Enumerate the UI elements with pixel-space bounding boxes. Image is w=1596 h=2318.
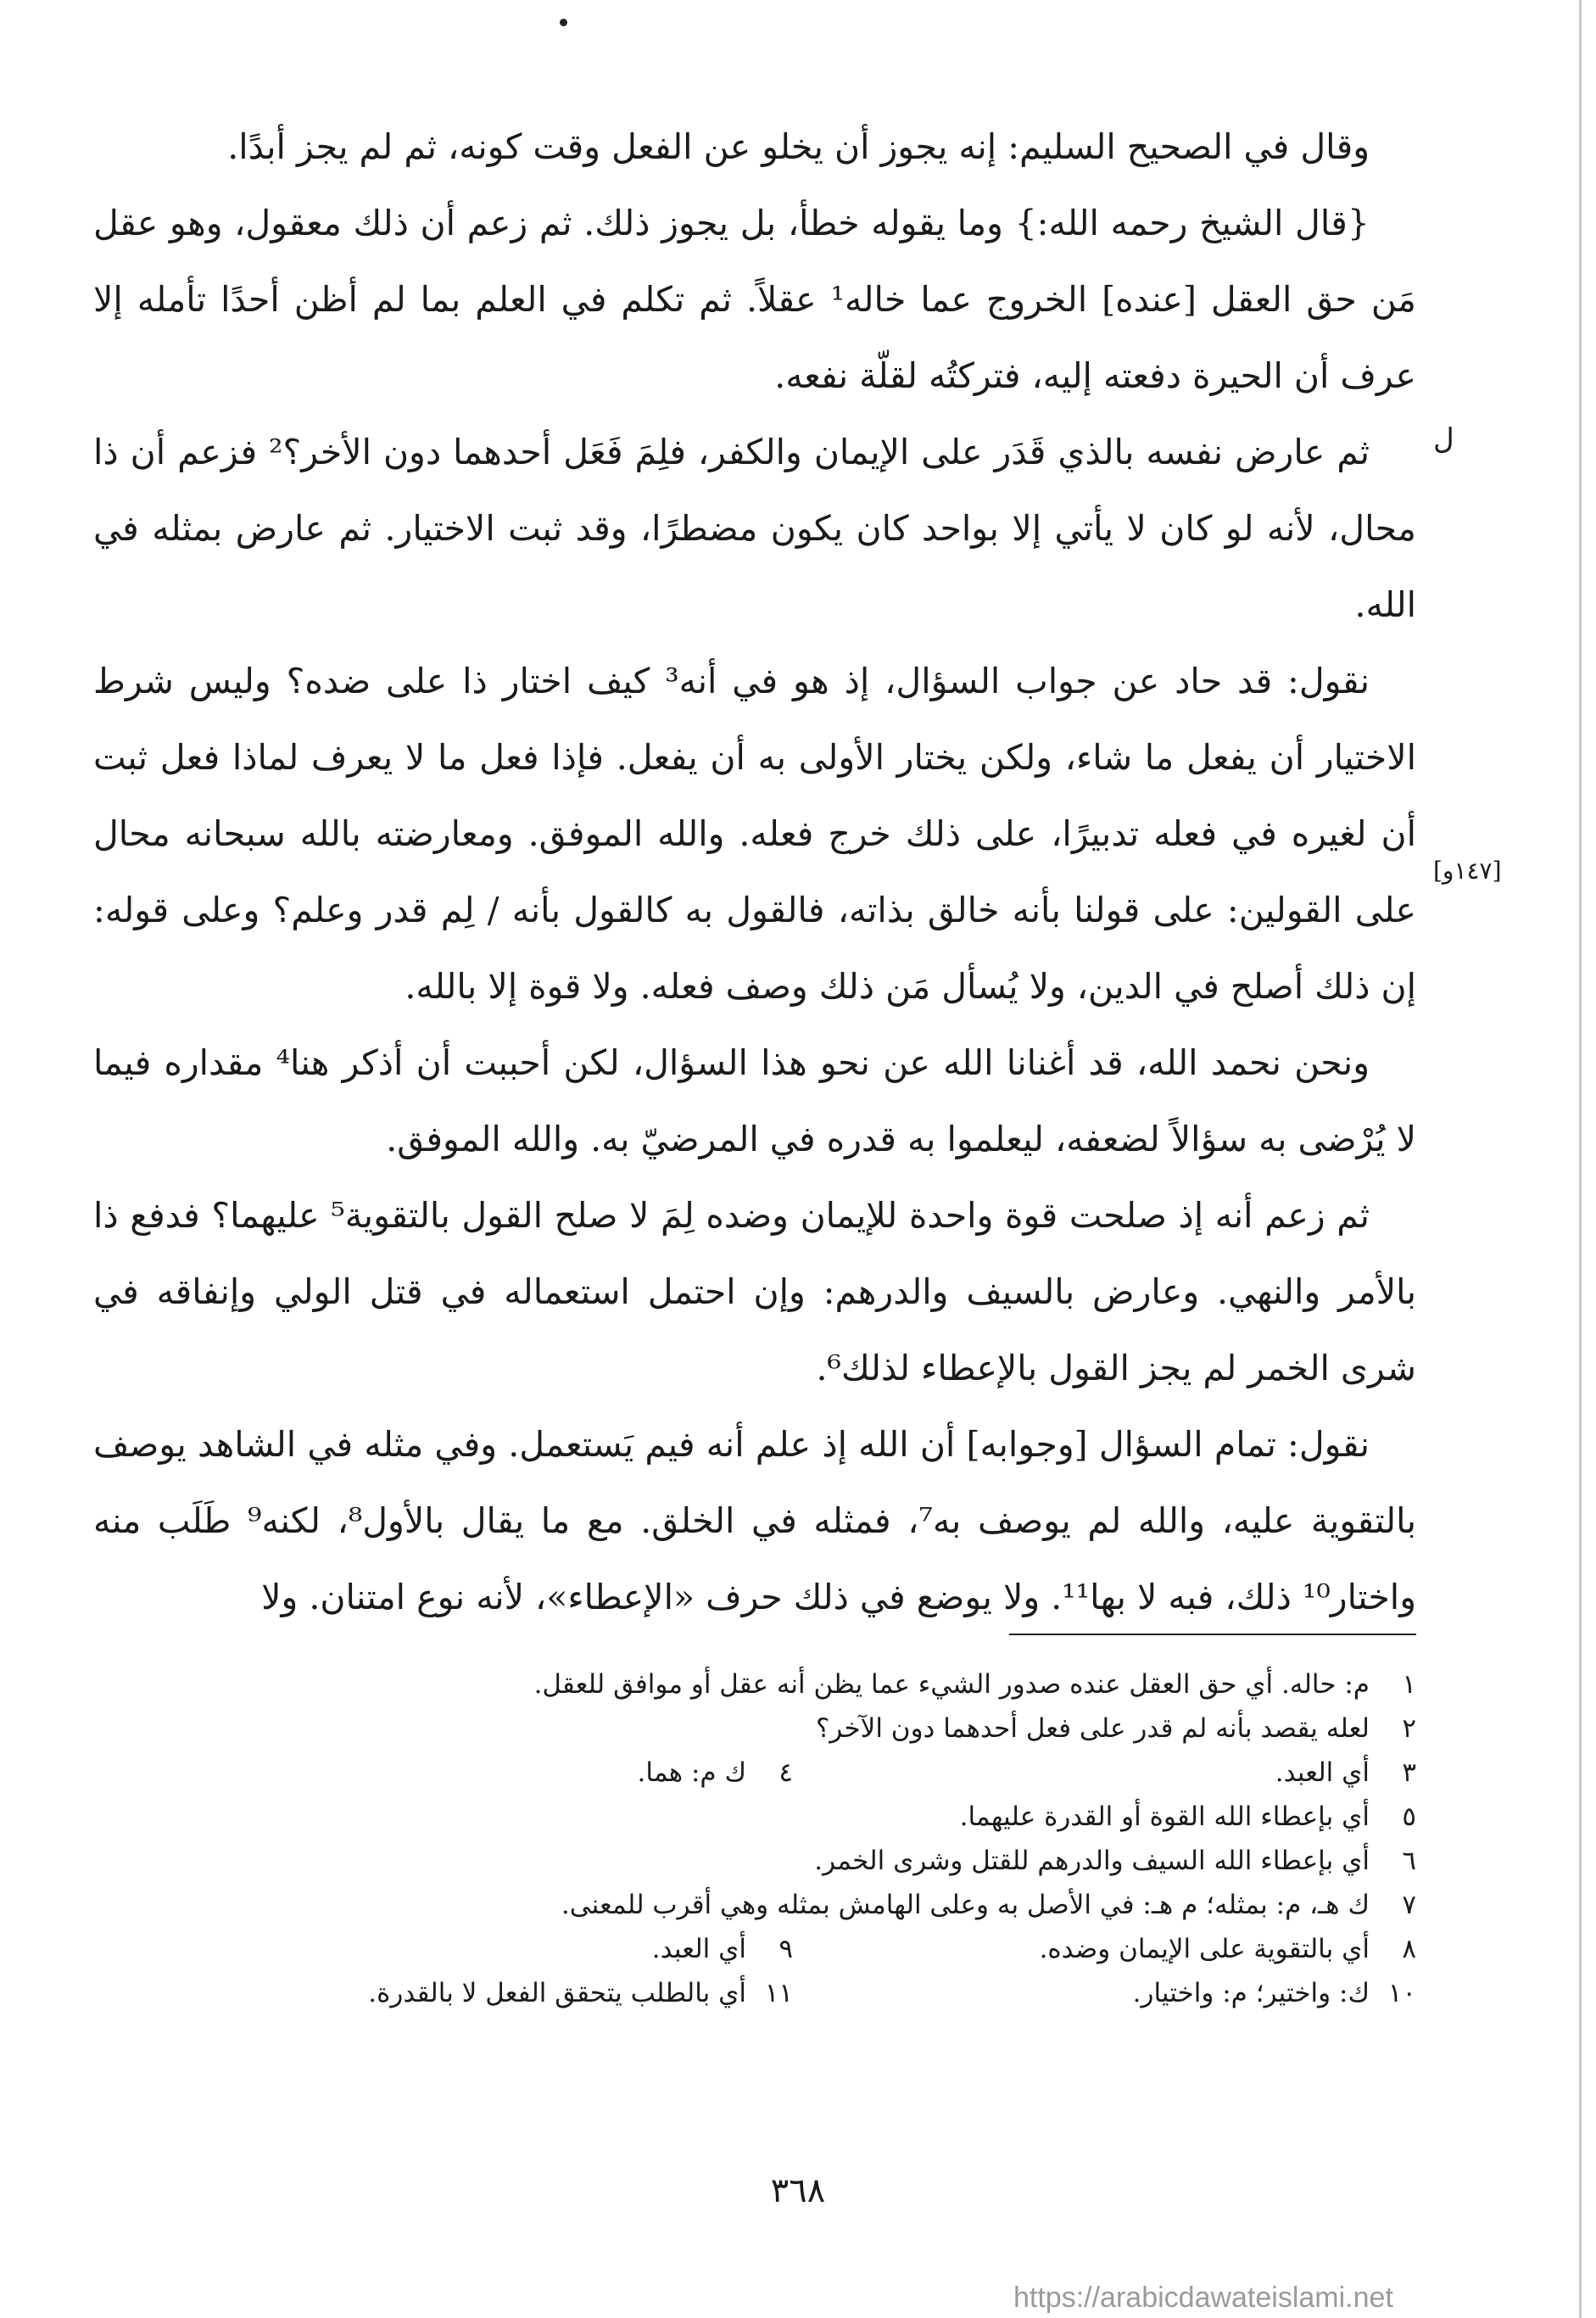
paragraph: ونحن نحمد الله، قد أغنانا الله عن نحو هذا السؤال، لكن أحببت أن أذكر هنا⁴ مقداره فيما لا يُرْضى به سؤالاً لضعفه، ليعلموا به قدره في المرضيّ به. والله الموفق. [93,1042,1416,1159]
footnote-text: أي بإعطاء الله القوة أو القدرة عليهما. [959,1801,1370,1832]
footnote-text: م: حاله. أي حق العقل عنده صدور الشيء عما يظن أنه عقل أو موافق للعقل. [533,1669,1370,1700]
footnote-row [170,1706,1416,1751]
footnote-text: أي بإعطاء الله السيف والدرهم للقتل وشرى الخمر. [814,1846,1370,1876]
footnote-row [170,1927,1416,1971]
footnote-text: أي العبد. [1275,1757,1370,1788]
page-edge-shadow [1579,0,1582,2318]
page-number: ٣٦٨ [770,2171,826,2210]
footnote-number: ٢ [1402,1713,1416,1744]
footnote-number: ٥ [1402,1801,1416,1832]
footnote-number: ٧ [1402,1890,1416,1920]
footnote-row [170,1795,1416,1839]
footnote-row [170,1883,1416,1927]
footnotes [170,1662,1416,2015]
paragraph: وقال في الصحيح السليم: إنه يجوز أن يخلو عن الفعل وقت كونه، ثم لم يجز أبدًا. [227,126,1370,167]
footnote-number: ٣ [1402,1757,1416,1788]
speck-mark [560,19,567,26]
main-text [93,109,1416,1635]
footnote-row [170,1662,1416,1706]
footnote-row [170,1971,1416,2015]
paragraph: ثم عارض نفسه بالذي قَدَر على الإيمان والكفر، فلِمَ فَعَل أحدهما دون الأخر؟² فزعم أن ذا محال، لأنه لو كان لا يأتي إلا بواحد كان يكون مضطرًا، وقد ثبت الاختيار. ثم عارض بمثله في الله. [93,432,1416,625]
manuscript-folio-marker: [١٤٧و] [1433,857,1502,885]
footnote-number: ٦ [1402,1846,1416,1876]
footnote-number: ٤ [778,1757,793,1788]
footnote-text: أي بالتقوية على الإيمان وضده. [1039,1934,1370,1964]
paragraph: ثم زعم أنه إذ صلحت قوة واحدة للإيمان وضده لِمَ لا صلح القول بالتقوية⁵ عليهما؟ فدفع ذا بالأمر والنهي. وعارض بالسيف والدرهم: وإن احتمل استعماله في قتل الولي وإنفاقه في شرى الخمر لم يجز القول بالإعطاء لذلك⁶. [93,1195,1416,1388]
footnote-text: ك م: هما. [637,1757,746,1788]
footnote-text: لعله يقصد بأنه لم قدر على فعل أحدهما دون الآخر؟ [815,1713,1370,1744]
paragraph: نقول: قد حاد عن جواب السؤال، إذ هو في أنه³ كيف اختار ذا على ضده؟ وليس شرط الاختيار أن يفعل ما شاء، ولكن يختار الأولى به أن يفعل. فإذا فعل ما لا يعرف لماذا فعل ثبت أن لغيره في فعله تدبيرًا، على ذلك خرج فعله. والله الموفق. ومعارضته بالله سبحانه محال على القولين: على قولنا بأنه خالق بذاته، فالقول به كالقول بأنه / لِم قدر وعلم؟ وعلى قوله: إن ذلك أصلح في الدين، ولا يُسأل مَن ذلك وصف فعله. ولا قوة إلا بالله. [93,661,1416,1007]
footnote-text: أي العبد. [651,1934,746,1964]
margin-side-mark: ل [1433,422,1454,456]
footnote-text: أي بالطلب يتحقق الفعل لا بالقدرة. [368,1978,746,2008]
footnote-row [170,1751,1416,1795]
footnote-number: ٩ [778,1934,793,1964]
paragraph: {قال الشيخ رحمه الله:} وما يقوله خطأ، بل يجوز ذلك. ثم زعم أن ذلك معقول، وهو عقل مَن حق العقل [عنده] الخروج عما خاله¹ عقلاً. ثم تكلم في العلم بما لم أظن أحدًا تأمله إلا عرف أن الحيرة دفعته إليه، فتركتُه لقلّة نفعه. [93,203,1416,396]
footnote-number: ١٠ [1387,1978,1416,2008]
paragraph: نقول: تمام السؤال [وجوابه] أن الله إذ علم أنه فيم يَستعمل. وفي مثله في الشاهد يوصف بالتقوية عليه، والله لم يوصف به⁷، فمثله في الخلق. مع ما يقال بالأول⁸، لكنه⁹ طَلَب منه واختار¹⁰ ذلك، فبه لا بها¹¹. ولا يوضع في ذلك حرف «الإعطاء»، لأنه نوع امتنان. ولا [93,1424,1417,1617]
footnote-number: ٨ [1402,1934,1416,1964]
footnote-separator [1009,1634,1416,1635]
watermark-url: https://arabicdawateislami.net [1013,2282,1393,2314]
footnote-number: ١ [1402,1669,1416,1700]
footnote-number: ١١ [764,1978,793,2008]
footnote-text: ك: واختير؛ م: واختيار. [1132,1978,1370,2008]
footnote-row [170,1839,1416,1883]
footnote-text: ك هـ، م: بمثله؛ م هـ: في الأصل به وعلى الهامش بمثله وهي أقرب للمعنى. [561,1890,1370,1920]
